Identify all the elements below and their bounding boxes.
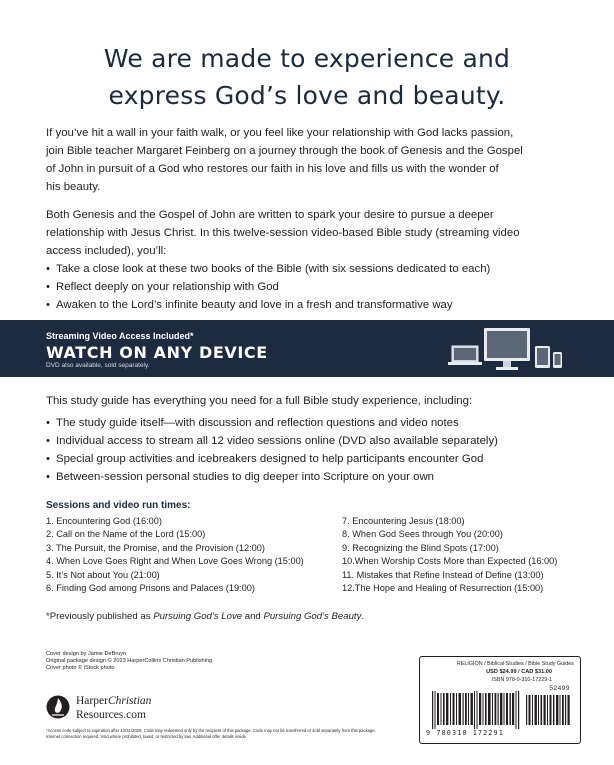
list-item-text: Between-session personal studies to dig deeper into Scripture on your own (56, 471, 435, 483)
tablet-icon (535, 346, 550, 368)
benefit-list (46, 260, 576, 314)
credit-line: Cover design by Jamie DeBruyn (46, 651, 127, 657)
second-line: Both Genesis and the Gospel of John are written to spark your desire to pursue a deeper (46, 209, 494, 221)
sessions-heading: Sessions and video run times: (46, 500, 191, 511)
logo-resources: Resources.com (76, 709, 146, 721)
banner-streaming-label: Streaming Video Access Included* (46, 331, 194, 341)
monitor-icon (484, 328, 530, 370)
previously-published-note (46, 611, 364, 622)
logo-harper: Harper (76, 695, 108, 707)
list-item-text: Reflect deeply on your relationship with God (56, 281, 279, 293)
prev-title-2: Pursuing God’s Beauty (263, 611, 362, 622)
intro-line: his beauty. (46, 181, 101, 193)
barcode-isbn: ISBN 978-0-310-17229-1 (491, 677, 552, 683)
intro-line: If you’ve hit a wall in your faith walk, or you feel like your relationship with God lacks passion, (46, 127, 514, 139)
intro-line: of John in pursuit of a God who restores our faith in his love and fills us with the wonder of (46, 163, 499, 175)
prev-title-1: Pursuing God’s Love (153, 611, 243, 622)
guide-intro-text: This study guide has everything you need for a full Bible study experience, including: (46, 395, 473, 407)
list-item-text: Awaken to the Lord’s infinite beauty and love in a fresh and transformative way (56, 299, 453, 311)
session-item: 3. The Pursuit, the Promise, and the Provision (12:00) (46, 542, 265, 553)
fine-print-line: Internet connection required. Void where prohibited, taxed, or restricted by law. Additional offer details inside. (46, 733, 248, 739)
banner-headline: WATCH ON ANY DEVICE (46, 343, 268, 362)
banner-dvd-note: DVD also available, sold separately. (46, 362, 150, 369)
laptop-icon (448, 346, 482, 365)
logo-christian: Christian (107, 695, 152, 707)
list-item-text: Special group activities and icebreakers designed to help participants encounter God (56, 453, 484, 465)
list-item: • Reflect deeply on your relationship with God (46, 281, 279, 293)
guide-intro (46, 392, 570, 410)
barcode-addon-number: 52499 (549, 685, 570, 692)
barcode-category: RELIGION / Biblical Studies / Bible Study Guides (456, 661, 574, 667)
credit-line: Cover photo © iStock photo (46, 665, 115, 671)
session-item: 12.The Hope and Healing of Resurrection (15:00) (342, 583, 544, 594)
intro-paragraph (46, 124, 570, 196)
publisher-logo (46, 694, 216, 724)
barcode-price: USD $24.99 / CAD $31.00 (486, 669, 552, 675)
session-item: 10.When Worship Costs More than Expected (16:00) (342, 556, 558, 567)
credit-line: Original package design © 2023 HarperCollins Christian Publishing (46, 658, 213, 664)
fine-print-line: *Access code subject to expiration after 12/31/2028. Code may redeemed only by the recipient of this package. Code may not be transferred or sold separately from this package. (46, 728, 376, 733)
fine-print (46, 728, 376, 739)
second-line: relationship with Jesus Christ. In this twelve-session video-based Bible study (streaming video (46, 227, 520, 239)
list-item: • Take a close look at these two books of the Bible (with six sessions dedicated to each) (46, 263, 491, 275)
headline-line-2: express God’s love and beauty. (108, 81, 506, 110)
sessions-list-left (46, 515, 304, 595)
prev-middle: and (242, 611, 264, 622)
phone-icon (553, 352, 562, 368)
credits (46, 651, 212, 672)
session-item: 5. It’s Not about You (21:00) (46, 569, 160, 580)
session-item: 6. Finding God among Prisons and Palaces (19:00) (46, 583, 255, 594)
barcode-icon (428, 687, 574, 729)
flame-logo-icon (46, 694, 70, 720)
session-item: 9. Recognizing the Blind Spots (17:00) (342, 542, 499, 553)
sessions-list-right (342, 515, 557, 595)
devices-icon (446, 326, 566, 374)
prev-prefix: *Previously published as (46, 611, 154, 622)
session-item: 2. Call on the Name of the Lord (15:00) (46, 529, 206, 540)
list-item-text: The study guide itself—with discussion and reflection questions and video notes (56, 417, 459, 429)
second-paragraph (46, 206, 570, 260)
list-item: • Awaken to the Lord’s infinite beauty and love in a fresh and transformative way (46, 299, 453, 311)
list-item: • Between-session personal studies to dig deeper into Scripture on your own (46, 471, 435, 483)
session-item: 7. Encountering Jesus (18:00) (342, 516, 465, 526)
headline (0, 40, 614, 114)
list-item-text: Individual access to stream all 12 video sessions online (DVD also available separately) (56, 435, 498, 447)
list-item: • Individual access to stream all 12 video sessions online (DVD also available separately) (46, 435, 498, 447)
logo-text (76, 694, 151, 722)
session-item: 4. When Love Goes Right and When Love Goes Wrong (15:00) (46, 556, 304, 567)
list-item: • The study guide itself—with discussion and reflection questions and video notes (46, 417, 459, 429)
headline-line-1: We are made to experience and (103, 44, 511, 73)
second-line: access included), you’ll: (46, 245, 167, 257)
barcode-digits: 9 780310 172291 (426, 729, 504, 737)
session-item: 8. When God Sees through You (20:00) (342, 529, 503, 540)
barcode-panel (419, 656, 581, 744)
streaming-banner (0, 320, 614, 377)
prev-suffix: . (361, 611, 365, 622)
guide-list (46, 414, 576, 486)
list-item: • Special group activities and icebreakers designed to help participants encounter God (46, 453, 484, 465)
list-item-text: Take a close look at these two books of the Bible (with six sessions dedicated to each) (56, 263, 491, 275)
session-item: 11. Mistakes that Refine Instead of Define (13:00) (342, 569, 544, 580)
session-item: 1. Encountering God (16:00) (46, 516, 162, 526)
intro-line: join Bible teacher Margaret Feinberg on a journey through the book of Genesis and the Gospel (46, 145, 523, 157)
